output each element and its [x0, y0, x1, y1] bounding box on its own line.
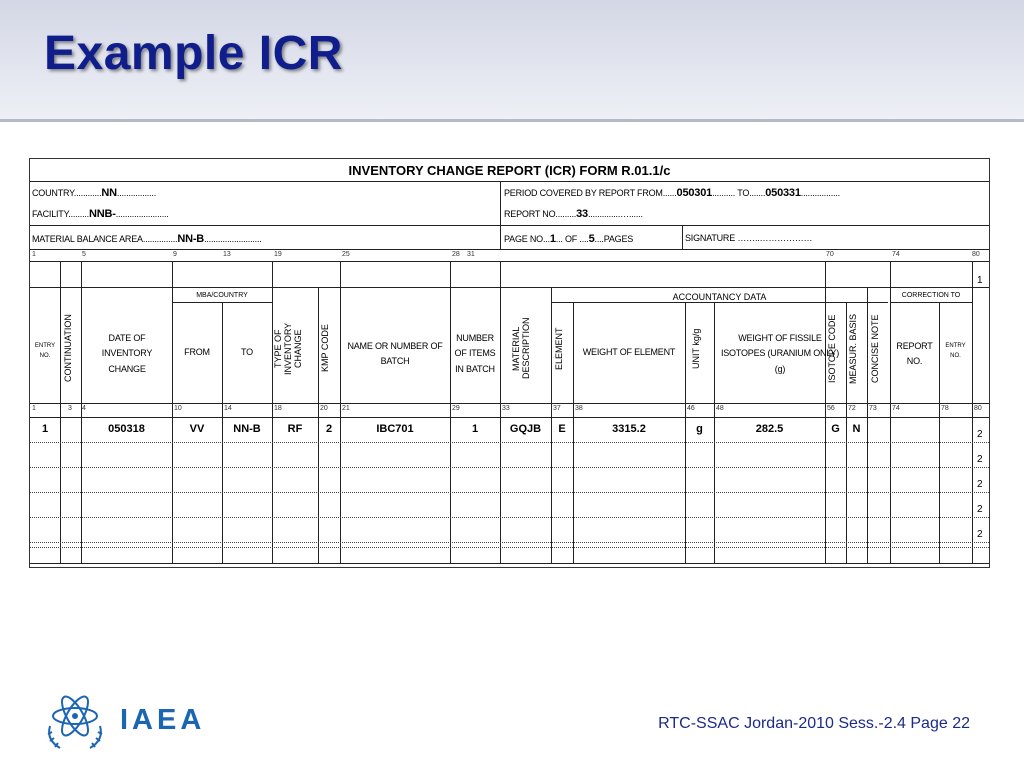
col-number: 1 — [32, 251, 36, 258]
material-header: MATERIAL DESCRIPTION — [511, 317, 531, 380]
line — [30, 403, 989, 404]
element-cell: E — [558, 423, 566, 435]
accountancy-group: ACCOUNTANCY DATA — [672, 292, 767, 302]
footer-text: RTC-SSAC Jordan-2010 Sess.-2.4 Page 22 — [658, 715, 970, 732]
col-number: 20 — [320, 405, 328, 412]
page-total: 5 — [588, 233, 595, 245]
col-number: 80 — [972, 251, 980, 258]
slide-title: Example ICR — [44, 27, 343, 80]
country-field: COUNTRY............NN................. — [32, 187, 156, 199]
col-number: 13 — [223, 251, 231, 258]
icr-form — [29, 158, 990, 568]
signature-field: SIGNATURE ……..……………… — [685, 233, 813, 243]
period-label: PERIOD COVERED BY REPORT FROM — [504, 188, 663, 198]
fissile-header: WEIGHT OF FISSILE ISOTOPES (URANIUM ONLY) (g) — [720, 333, 840, 374]
col-number: 31 — [467, 251, 475, 258]
date-header: DATE OF INVENTORY CHANGE — [101, 333, 153, 374]
page-field: PAGE NO...1... OF ....5....PAGES — [504, 233, 634, 245]
measur-cell: N — [852, 423, 861, 435]
report-no-header: REPORT NO. — [896, 341, 933, 367]
col-number: 46 — [687, 405, 695, 412]
items-cell: 1 — [471, 423, 479, 435]
row-number: 2 — [977, 429, 983, 440]
col-number: 72 — [848, 405, 856, 412]
col-number: 18 — [274, 405, 282, 412]
to-cell: NN-B — [233, 423, 261, 435]
weight-cell: 3315.2 — [612, 423, 646, 435]
entry-cell: 1 — [41, 423, 49, 435]
batch-header: NAME OR NUMBER OF BATCH — [347, 341, 443, 367]
correction-group: CORRECTION TO — [901, 292, 961, 299]
col-number: 56 — [827, 405, 835, 412]
page-no: 1 — [549, 233, 556, 245]
line — [30, 225, 989, 226]
col-number: 21 — [342, 405, 350, 412]
type-header: TYPE OF INVENTORY CHANGE — [273, 322, 303, 375]
report-no-label: REPORT NO — [504, 209, 556, 219]
page-of-label: OF — [564, 234, 578, 244]
form-line — [30, 181, 989, 182]
col-number: 3 — [68, 405, 72, 412]
unit-cell: g — [696, 423, 703, 435]
type-cell: RF — [287, 423, 303, 435]
to-header: TO — [241, 347, 253, 357]
row-number: 1 — [977, 275, 983, 286]
mba-country-group: MBA/COUNTRY — [196, 292, 248, 299]
row-number: 2 — [977, 454, 983, 465]
col-number: 29 — [452, 405, 460, 412]
fissile-cell: 282.5 — [755, 423, 784, 435]
concise-header: CONCISE NOTE — [870, 314, 880, 383]
page-label: PAGE NO — [504, 234, 543, 244]
col-number: 33 — [502, 405, 510, 412]
col-number: 9 — [173, 251, 177, 258]
from-header: FROM — [184, 347, 210, 357]
line — [867, 287, 868, 563]
pages-label: PAGES — [603, 234, 634, 244]
period-to-label: TO — [737, 188, 750, 198]
col-number: 38 — [575, 405, 583, 412]
col-number: 37 — [553, 405, 561, 412]
facility-value: NNB- — [88, 208, 116, 220]
row-line — [30, 547, 989, 548]
row-line — [30, 467, 989, 468]
from-cell: VV — [189, 423, 205, 435]
col-number: 10 — [174, 405, 182, 412]
row-line — [30, 442, 989, 443]
material-cell: GQJB — [509, 423, 542, 435]
line — [30, 417, 989, 418]
col-number: 78 — [941, 405, 949, 412]
col-number: 5 — [82, 251, 86, 258]
facility-label: FACILITY — [32, 209, 69, 219]
row-number: 2 — [977, 479, 983, 490]
mba-value: NN-B — [177, 233, 205, 245]
period-from: 050301 — [676, 187, 713, 199]
row-number: 2 — [977, 504, 983, 515]
items-header: NUMBER OF ITEMS IN BATCH — [454, 333, 496, 374]
line — [30, 287, 989, 288]
mba-label: MATERIAL BALANCE AREA — [32, 234, 143, 244]
continuation-header: CONTINUATION — [63, 314, 73, 383]
report-no-value: 33 — [576, 208, 588, 220]
org-name: IAEA — [120, 704, 206, 736]
measur-header: MEASUR. BASIS — [848, 313, 858, 384]
row-line — [30, 542, 989, 543]
col-number: 28 — [452, 251, 460, 258]
line — [682, 225, 683, 249]
col-number: 48 — [716, 405, 724, 412]
signature-label: SIGNATURE — [685, 233, 736, 243]
country-value: NN — [101, 187, 117, 199]
facility-field: FACILITY.........NNB-....................... — [32, 208, 169, 220]
row-line — [30, 492, 989, 493]
line — [500, 181, 501, 225]
country-label: COUNTRY — [32, 188, 74, 198]
report-no-field: REPORT NO.........33..............…...... — [504, 208, 643, 220]
col-number: 14 — [224, 405, 232, 412]
element-header: ELEMENT — [554, 327, 564, 370]
col-number: 74 — [892, 251, 900, 258]
date-cell: 050318 — [108, 423, 145, 435]
col-number: 25 — [342, 251, 350, 258]
entry-no-header: ENTRY NO. — [34, 343, 56, 360]
period-to: 050331 — [765, 187, 801, 199]
col-number: 1 — [32, 405, 36, 412]
kmp-header: KMP CODE — [320, 324, 330, 373]
period-field: PERIOD COVERED BY REPORT FROM......050301.......... TO.......050331................. — [504, 187, 840, 199]
col-number: 19 — [274, 251, 282, 258]
iaea-logo-icon — [40, 686, 110, 752]
isotope-header: ISOTOPE CODE — [827, 314, 837, 383]
col-number: 73 — [869, 405, 877, 412]
corr-entry-header: ENTRY NO. — [945, 343, 966, 360]
form-title: INVENTORY CHANGE REPORT (ICR) FORM R.01.1/c — [348, 163, 671, 178]
line — [890, 302, 972, 303]
isotope-cell: G — [831, 423, 840, 435]
row-line — [30, 517, 989, 518]
line — [500, 225, 501, 249]
batch-cell: IBC701 — [376, 423, 414, 435]
unit-header: UNIT kg/g — [691, 328, 701, 369]
col-number: 74 — [892, 405, 900, 412]
line — [30, 261, 989, 262]
col-number: 4 — [82, 405, 86, 412]
row-number: 2 — [977, 529, 983, 540]
mba-field: MATERIAL BALANCE AREA...............NN-B......................... — [32, 233, 262, 245]
weight-header: WEIGHT OF ELEMENT — [582, 347, 676, 357]
kmp-cell: 2 — [325, 423, 333, 435]
col-number: 70 — [826, 251, 834, 258]
line — [30, 563, 989, 564]
col-number: 80 — [974, 405, 982, 412]
line — [30, 249, 989, 250]
